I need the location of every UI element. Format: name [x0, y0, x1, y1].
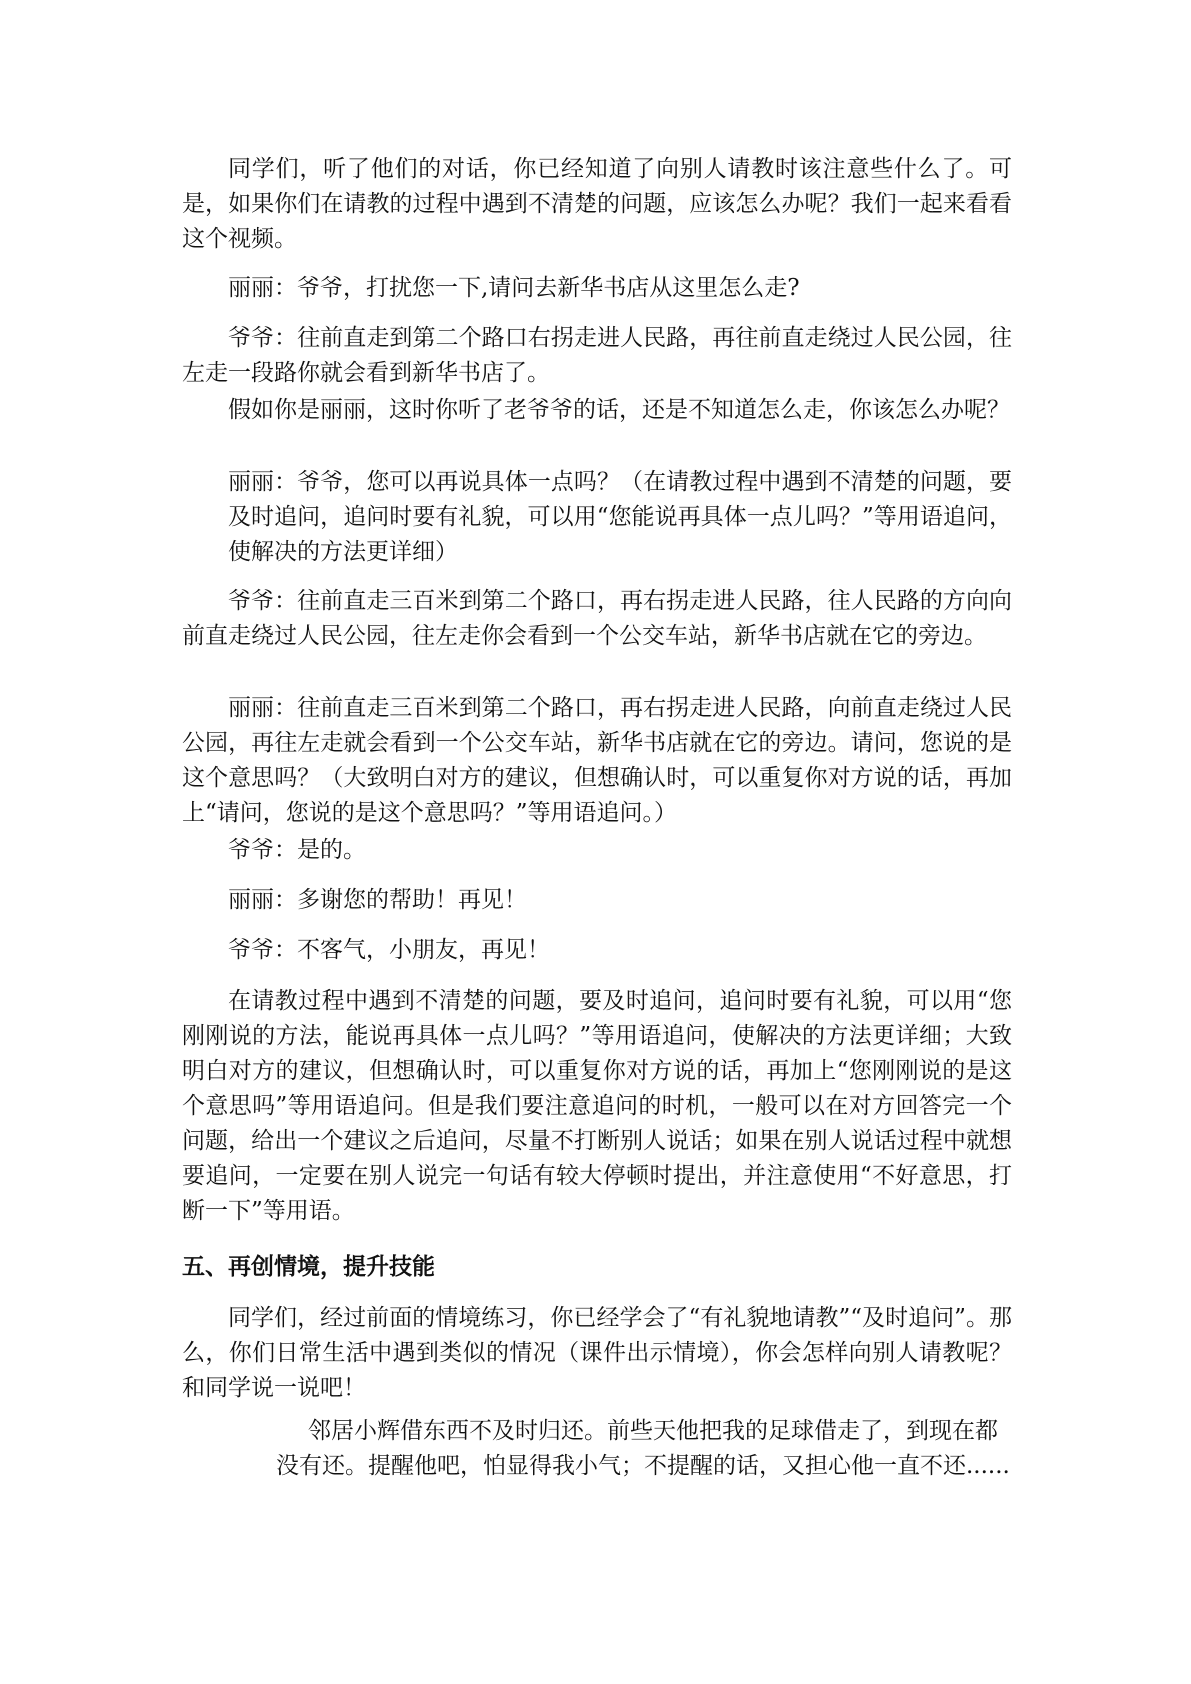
- scenario-text: 邻居小辉借东西不及时归还。前些天他把我的足球借走了，到现在都没有还。提醒他吧，怕显得我小气；不提醒的话，又担心他一直不还......: [276, 1418, 1010, 1479]
- section-heading: 五、再创情境，提升技能: [182, 1254, 435, 1280]
- dialogue-lili-1: 丽丽：爷爷，打扰您一下,请问去新华书店从这里怎么走?: [228, 275, 800, 301]
- dialogue-lili-3: 丽丽：往前直走三百米到第二个路口，再右拐走进人民路，向前直走绕过人民公园，再往左走就会看到一个公交车站，新华书店就在它的旁边。请问，您说的是这个意思吗？（大致明白对方的建议，但想确认时，可以重复你对方说的话，再加上“请问，您说的是这个意思吗？”等用语追问。）: [182, 695, 1012, 826]
- dialogue-grandpa-4: 爷爷：不客气，小朋友，再见！: [228, 937, 550, 963]
- intro-paragraph: 同学们，听了他们的对话，你已经知道了向别人请教时该注意些什么了。可是，如果你们在请教的过程中遇到不清楚的问题，应该怎么办呢？我们一起来看看这个视频。: [182, 156, 1012, 252]
- dialogue-grandpa-3: 爷爷：是的。: [228, 837, 366, 863]
- dialogue-lili-2: 丽丽：爷爷，您可以再说具体一点吗？（在请教过程中遇到不清楚的问题，要及时追问，追问时要有礼貌，可以用“您能说再具体一点儿吗？”等用语追问，使解决的方法更详细）: [228, 469, 1012, 565]
- section-intro-paragraph: 同学们，经过前面的情境练习，你已经学会了“有礼貌地请教”“及时追问”。那么，你们日常生活中遇到类似的情况（课件出示情境），你会怎样向别人请教呢？和同学说一说吧！: [182, 1305, 1012, 1401]
- summary-paragraph: 在请教过程中遇到不清楚的问题，要及时追问，追问时要有礼貌，可以用“您刚刚说的方法，能说再具体一点儿吗？”等用语追问，使解决的方法更详细；大致明白对方的建议，但想确认时，可以重复你对方说的话，再加上“您刚刚说的是这个意思吗”等用语追问。但是我们要注意追问的时机，一般可以在对方回答完一个问题，给出一个建议之后追问，尽量不打断别人说话；如果在别人说话过程中就想要追问，一定要在别人说完一句话有较大停顿时提出，并注意使用“不好意思，打断一下”等用语。: [182, 988, 1012, 1224]
- dialogue-grandpa-2: 爷爷：往前直走三百米到第二个路口，再右拐走进人民路，往人民路的方向向前直走绕过人民公园，往左走你会看到一个公交车站，新华书店就在它的旁边。: [182, 588, 1012, 649]
- question-paragraph: 假如你是丽丽，这时你听了老爷爷的话，还是不知道怎么走，你该怎么办呢？: [228, 397, 1010, 423]
- dialogue-grandpa-1: 爷爷：往前直走到第二个路口右拐走进人民路，再往前直走绕过人民公园，往左走一段路你就会看到新华书店了。: [182, 325, 1012, 386]
- dialogue-lili-4: 丽丽：多谢您的帮助！再见！: [228, 887, 527, 913]
